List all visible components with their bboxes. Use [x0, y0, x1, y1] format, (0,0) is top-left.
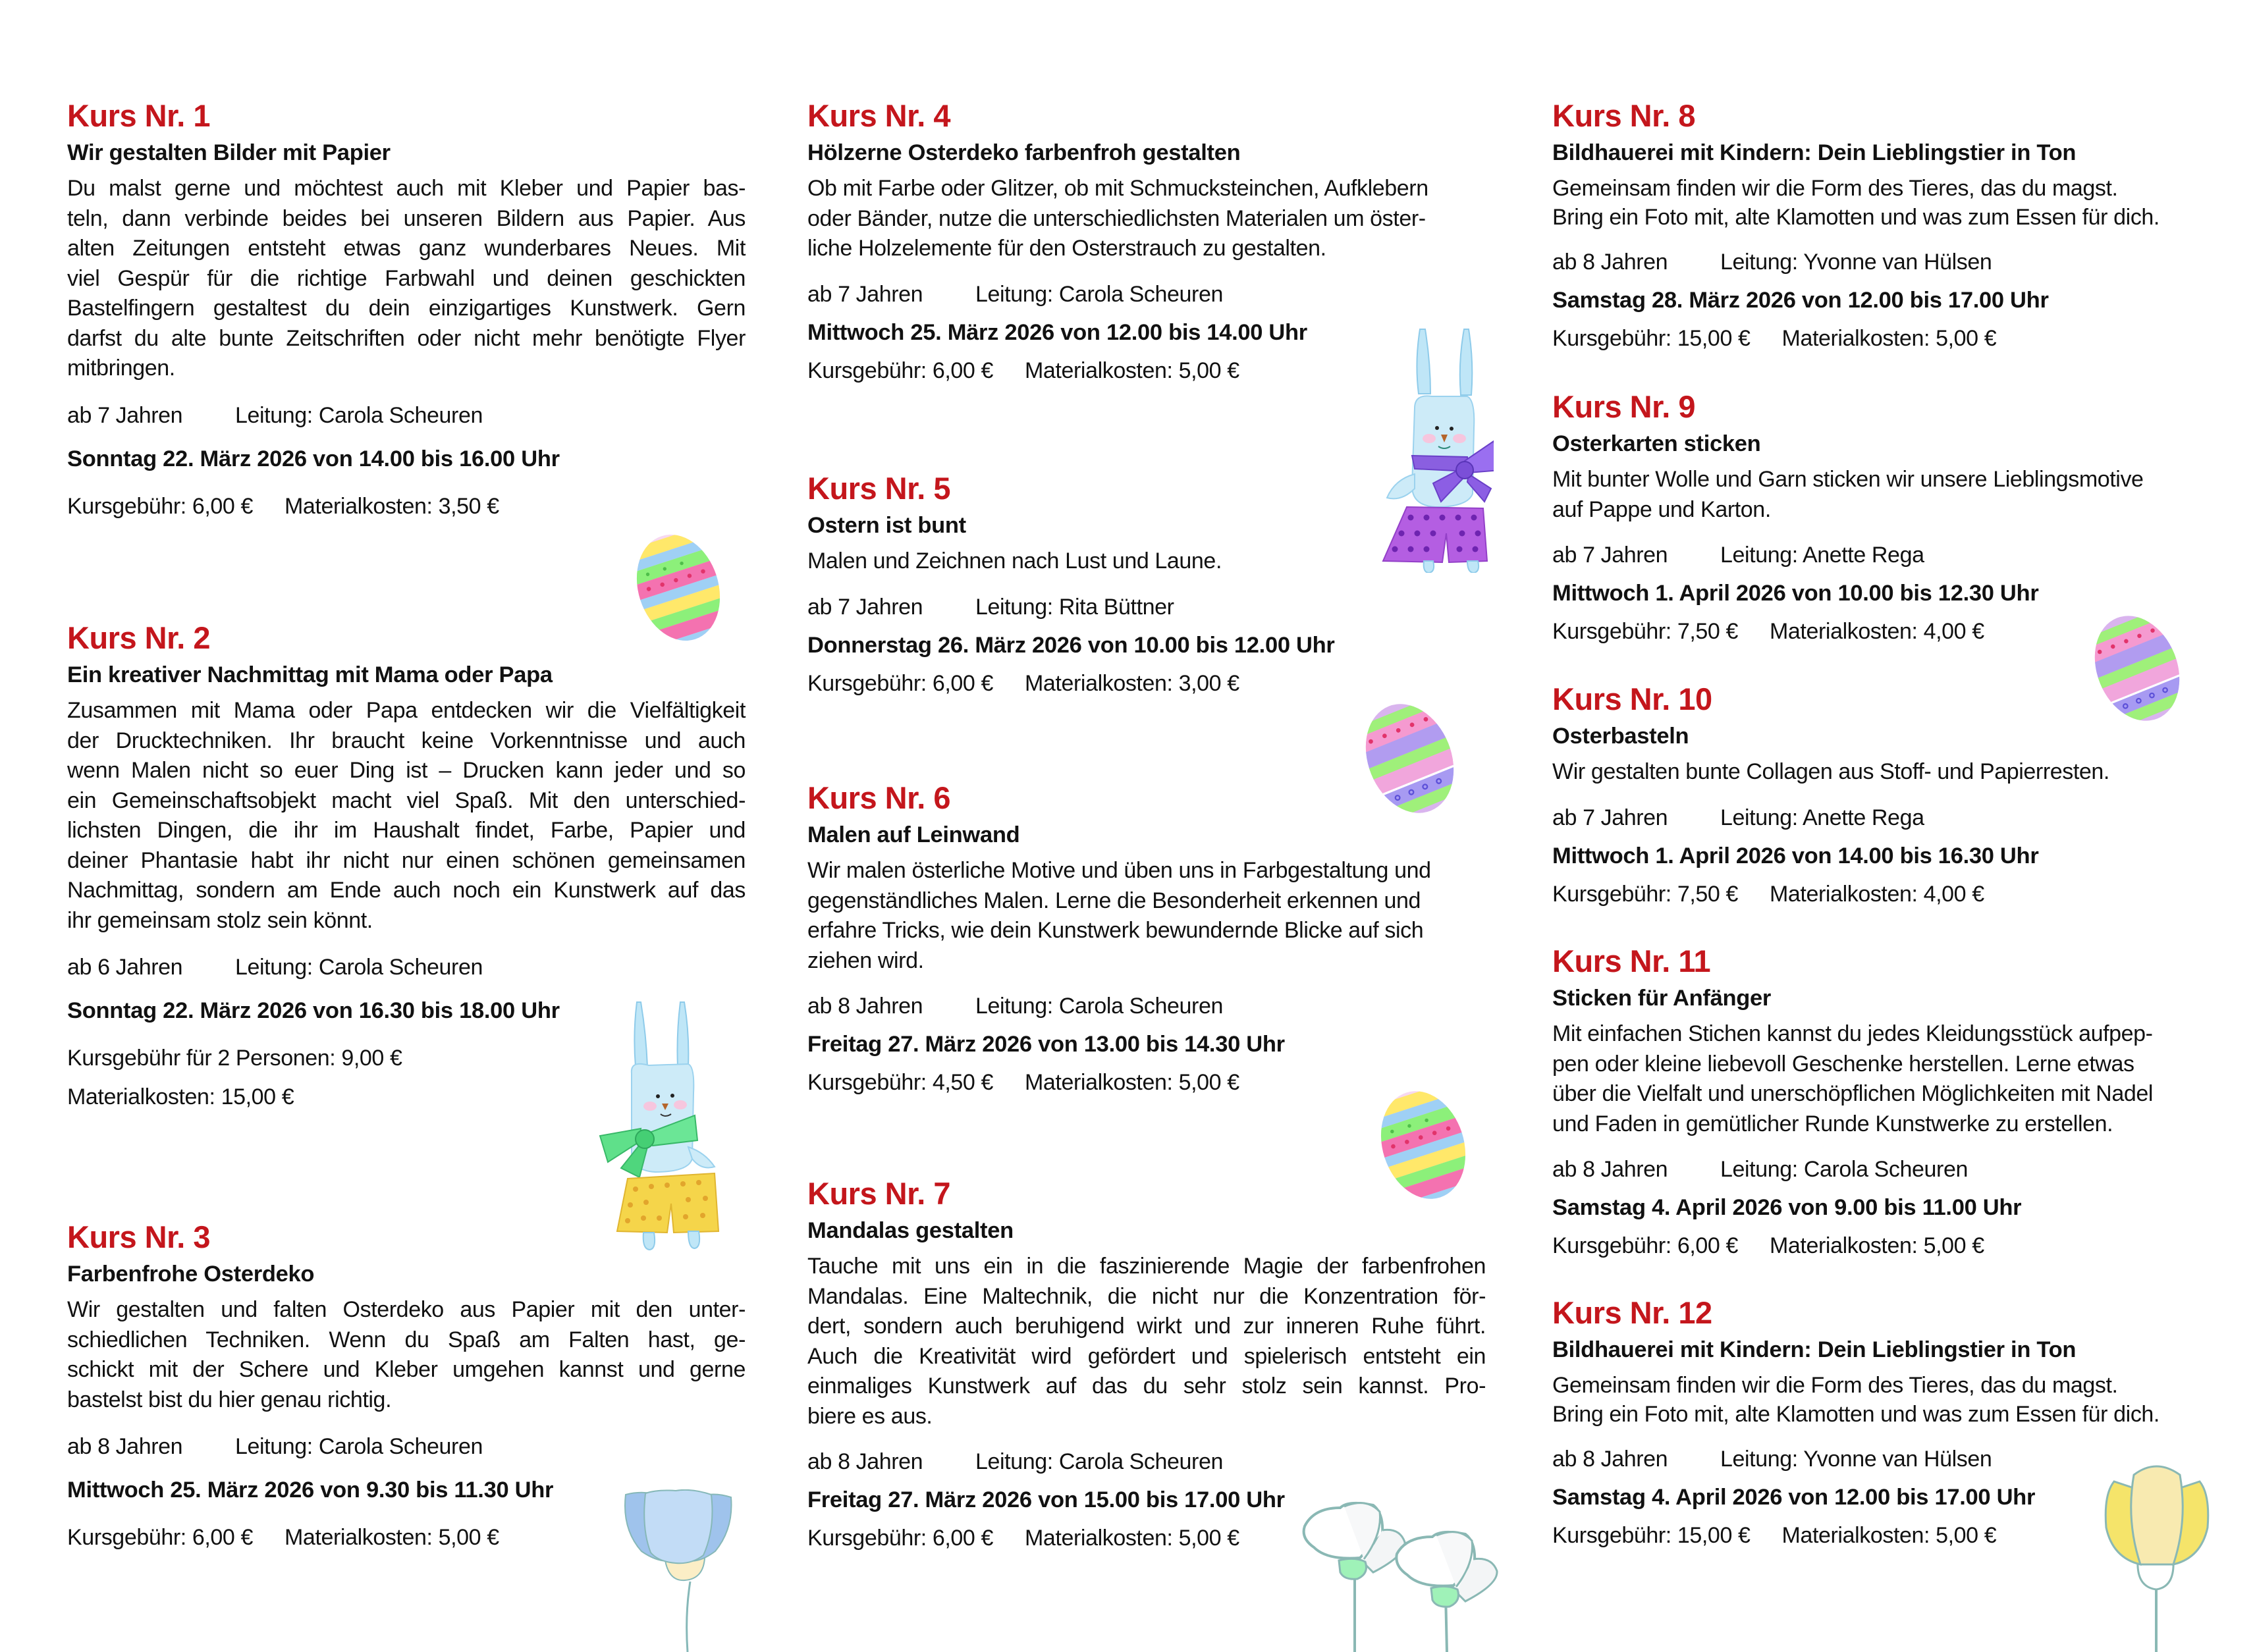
course-leader: Leitung: Yvonne van Hülsen [1720, 250, 1992, 275]
course-number: Kurs Nr. 11 [1552, 944, 1711, 978]
course-meta [807, 1447, 1486, 1476]
description-line: biere es aus. [807, 1403, 933, 1429]
course-card-6 [807, 780, 1486, 1097]
material-cost: Materialkosten: 5,00 € [285, 1525, 499, 1550]
material-cost: Materialkosten: 3,50 € [285, 493, 499, 519]
description-line: Mit einfachen Stichen kannst du jedes Kleidungsstück aufpep- [1552, 1021, 2153, 1046]
description-line: einmaliges Kunstwerk auf das du sehr stolz sein kannst. Pro- [807, 1373, 1486, 1399]
course-meta [1552, 541, 2231, 570]
course-card-8 [1552, 97, 2231, 353]
material-cost: Materialkosten: 5,00 € [1770, 1233, 1984, 1258]
course-title: Ostern ist bunt [807, 513, 966, 538]
course-leader: Leitung: Carola Scheuren [235, 955, 483, 980]
course-fee: Kursgebühr: 6,00 € [67, 1525, 253, 1550]
course-title: Bildhauerei mit Kindern: Dein Lieblingstier in Ton [1552, 1337, 2077, 1362]
course-leader: Leitung: Carola Scheuren [235, 1434, 483, 1459]
description-line: Ob mit Farbe oder Glitzer, ob mit Schmucksteinchen, Aufklebern [807, 176, 1428, 201]
course-description [1552, 465, 2231, 525]
course-title: Malen auf Leinwand [807, 822, 1020, 847]
course-leader: Leitung: Carola Scheuren [975, 994, 1223, 1019]
age-requirement: ab 8 Jahren [807, 1449, 923, 1474]
description-line: liche Holzelemente für den Osterstrauch zu gestalten. [807, 236, 1326, 261]
course-leader: Leitung: Carola Scheuren [975, 1449, 1223, 1474]
description-line: bastelst bist du hier genau richtig. [67, 1387, 392, 1412]
course-leader: Leitung: Yvonne van Hülsen [1720, 1447, 1992, 1472]
course-fee: Kursgebühr: 6,00 € [807, 1526, 993, 1551]
course-title: Hölzerne Osterdeko farbenfroh gestalten [807, 140, 1241, 165]
description-line: schickt mit der Schere und Kleber umgehen kannst und gerne [67, 1357, 746, 1382]
description-line: ihr gemeinsam stolz sein könnt. [67, 907, 373, 933]
description-line: dert, sondern auch beruhigend wirkt und zur inneren Ruhe führt. [807, 1314, 1486, 1339]
description-line: Gemeinsam finden wir die Form des Tieres, das du magst. [1552, 176, 2118, 201]
course-meta [1552, 803, 2231, 832]
description-line: pen oder kleine liebevoll Geschenke herstellen. Lerne etwas [1552, 1051, 2134, 1077]
course-title: Sticken für Anfänger [1552, 986, 1772, 1011]
course-date: Donnerstag 26. März 2026 von 10.00 bis 12.00 Uhr [807, 632, 1335, 658]
white-flowers-icon [1301, 1495, 1521, 1652]
course-description [807, 174, 1486, 264]
description-line: Zusammen mit Mama oder Papa entdecken wir die Vielfältigkeit [67, 698, 746, 723]
course-date: Mittwoch 1. April 2026 von 10.00 bis 12.30 Uhr [1552, 581, 2039, 606]
course-number: Kurs Nr. 6 [807, 780, 951, 815]
course-number: Kurs Nr. 5 [807, 471, 951, 506]
material-cost: Materialkosten: 4,00 € [1770, 619, 1984, 644]
easter-egg-icon [636, 530, 721, 645]
course-leader: Leitung: Anette Rega [1720, 543, 1924, 568]
course-date: Sonntag 22. März 2026 von 16.30 bis 18.00 Uhr [67, 998, 560, 1023]
material-cost: Materialkosten: 5,00 € [1781, 326, 1997, 351]
age-requirement: ab 7 Jahren [1552, 543, 1668, 568]
course-description [67, 174, 746, 384]
course-fee: Kursgebühr: 6,00 € [1552, 1233, 1738, 1258]
age-requirement: ab 7 Jahren [807, 594, 923, 620]
yellow-flower-icon [2101, 1462, 2213, 1652]
course-date: Samstag 4. April 2026 von 12.00 bis 17.00 Uhr [1552, 1485, 2036, 1510]
course-number: Kurs Nr. 4 [807, 98, 951, 133]
description-line: der Drucktechniken. Ihr braucht keine Vorkenntnisse und auch [67, 728, 746, 753]
description-line: deiner Phantasie habt ihr nicht nur einen schönen gemeinsamen [67, 847, 746, 873]
age-requirement: ab 8 Jahren [1552, 1447, 1668, 1472]
bunny-green-bow-icon [589, 994, 721, 1258]
course-description [1552, 1371, 2231, 1429]
course-date: Samstag 28. März 2026 von 12.00 bis 17.00 Uhr [1552, 288, 2049, 313]
course-meta [1552, 1155, 2231, 1184]
course-fees [807, 669, 1486, 698]
description-line: Mit bunter Wolle und Garn sticken wir unsere Lieblingsmotive [1552, 467, 2144, 492]
description-line: Nachmittag, sondern am Ende auch noch ein Kunstwerk auf das [67, 878, 746, 903]
course-number: Kurs Nr. 1 [67, 98, 211, 133]
description-line: Wir malen österliche Motive und üben uns in Farbgestaltung und [807, 858, 1431, 883]
course-description [1552, 757, 2231, 787]
description-line: schiedlichen Techniken. Wenn du Spaß am Falten hast, ge- [67, 1327, 746, 1352]
description-line: Bastelfingern gestaltest du dein einzigartiges Kunstwerk. Gern [67, 296, 746, 321]
description-line: erfahre Tricks, wie dein Kunstwerk bewundernde Blicke auf sich [807, 918, 1424, 943]
course-fee: Kursgebühr: 6,00 € [807, 670, 993, 696]
description-line: alten Zeitungen entsteht etwas ganz wunderbares Neues. Mit [67, 236, 746, 261]
course-date: Freitag 27. März 2026 von 13.00 bis 14.30 Uhr [807, 1032, 1285, 1057]
description-line: Gemeinsam finden wir die Form des Tieres, das du magst. [1552, 1373, 2118, 1398]
course-fee: Kursgebühr: 7,50 € [1552, 619, 1738, 644]
course-title: Osterbasteln [1552, 724, 1689, 749]
course-description [1552, 1019, 2231, 1139]
course-title: Wir gestalten Bilder mit Papier [67, 140, 391, 165]
course-meta [807, 593, 1486, 622]
description-line: ein Gemeinschaftsobjekt macht viel Spaß. Mit den unterschied- [67, 787, 746, 813]
course-number: Kurs Nr. 3 [67, 1219, 211, 1254]
description-line: Du malst gerne und möchtest auch mit Kleber und Papier bas- [67, 176, 746, 201]
course-title: Mandalas gestalten [807, 1218, 1014, 1243]
course-description [807, 856, 1486, 976]
course-date: Freitag 27. März 2026 von 15.00 bis 17.00 Uhr [807, 1487, 1285, 1512]
description-line: mitbringen. [67, 356, 175, 381]
course-description [1552, 174, 2231, 232]
course-fee: Kursgebühr: 15,00 € [1552, 1523, 1751, 1548]
course-date: Samstag 4. April 2026 von 9.00 bis 11.00 Uhr [1552, 1195, 2022, 1220]
course-fee: Kursgebühr für 2 Personen: 9,00 € [67, 1046, 402, 1071]
course-date: Sonntag 22. März 2026 von 14.00 bis 16.00 Uhr [67, 446, 560, 471]
description-line: über die Vielfalt und unerschöpflichen Möglichkeiten mit Nadel [1552, 1081, 2154, 1106]
course-card-11 [1552, 943, 2231, 1260]
easter-egg-icon [2094, 609, 2180, 728]
age-requirement: ab 8 Jahren [67, 1434, 183, 1459]
description-line: Malen und Zeichnen nach Lust und Laune. [807, 548, 1222, 573]
course-fees [1552, 324, 2231, 353]
blue-flower-icon [619, 1489, 738, 1652]
course-description [67, 1295, 746, 1415]
description-line: und Faden in gemütlicher Runde Kunstwerke zu erstellen. [1552, 1111, 2113, 1136]
age-requirement: ab 6 Jahren [67, 955, 183, 980]
description-line: lichsten Dingen, die ihr im Haushalt findet, Farbe, Papier und [67, 818, 746, 843]
course-title: Farbenfrohe Osterdeko [67, 1262, 315, 1287]
material-cost: Materialkosten: 4,00 € [1770, 881, 1984, 907]
description-line: Wir gestalten bunte Collagen aus Stoff- und Papierresten. [1552, 759, 2109, 784]
course-meta [807, 992, 1486, 1021]
course-fee: Kursgebühr: 6,00 € [807, 358, 993, 383]
course-fee: Kursgebühr: 15,00 € [1552, 326, 1751, 351]
course-card-9 [1552, 388, 2231, 646]
material-cost: Materialkosten: 5,00 € [1781, 1523, 1997, 1548]
course-title: Bildhauerei mit Kindern: Dein Lieblingstier in Ton [1552, 140, 2077, 165]
description-line: gegenständliches Malen. Lerne die Besonderheit erkennen und [807, 888, 1421, 913]
course-meta [1552, 248, 2231, 277]
description-line: oder Bänder, nutze die unterschiedlichsten Materialen um öster- [807, 205, 1426, 231]
description-line: Bring ein Foto mit, alte Klamotten und was zum Essen für dich. [1552, 205, 2160, 230]
description-line: ziehen wird. [807, 947, 924, 973]
course-number: Kurs Nr. 8 [1552, 98, 1696, 133]
description-line: auf Pappe und Karton. [1552, 496, 1771, 522]
course-date: Mittwoch 25. März 2026 von 9.30 bis 11.30 Uhr [67, 1478, 554, 1503]
course-title: Osterkarten sticken [1552, 431, 1761, 456]
course-meta [67, 1432, 746, 1461]
age-requirement: ab 7 Jahren [1552, 805, 1668, 830]
age-requirement: ab 8 Jahren [1552, 1157, 1668, 1182]
description-line: Tauche mit uns ein in die faszinierende Magie der farbenfrohen [807, 1254, 1486, 1279]
description-line: viel Gespür für die richtige Farbwahl und deinen geschickten [67, 265, 746, 291]
course-fee: Kursgebühr: 4,50 € [807, 1070, 993, 1095]
bunny-purple-bow-icon [1362, 316, 1494, 573]
course-fees [1552, 880, 2231, 909]
course-leader: Leitung: Rita Büttner [975, 594, 1174, 620]
course-number: Kurs Nr. 7 [807, 1176, 951, 1211]
description-line: Wir gestalten und falten Osterdeko aus Papier mit den unter- [67, 1297, 746, 1322]
material-cost: Materialkosten: 5,00 € [1025, 1070, 1239, 1095]
course-date: Mittwoch 1. April 2026 von 14.00 bis 16.30 Uhr [1552, 843, 2039, 868]
course-leader: Leitung: Carola Scheuren [1720, 1157, 1968, 1182]
age-requirement: ab 8 Jahren [807, 994, 923, 1019]
course-leader: Leitung: Carola Scheuren [235, 402, 483, 428]
course-number: Kurs Nr. 12 [1552, 1295, 1712, 1330]
course-leader: Leitung: Carola Scheuren [975, 281, 1223, 307]
description-line: Bring ein Foto mit, alte Klamotten und was zum Essen für dich. [1552, 1402, 2160, 1427]
course-title: Ein kreativer Nachmittag mit Mama oder Papa [67, 662, 553, 687]
easter-egg-icon [1380, 1086, 1467, 1204]
course-meta [67, 953, 746, 982]
course-number: Kurs Nr. 2 [67, 620, 211, 655]
material-cost: Materialkosten: 5,00 € [1025, 1526, 1239, 1551]
material-cost: Materialkosten: 3,00 € [1025, 670, 1239, 696]
age-requirement: ab 8 Jahren [1552, 250, 1668, 275]
age-requirement: ab 7 Jahren [67, 402, 183, 428]
course-description [807, 1252, 1486, 1431]
description-line: wenn Malen nicht so euer Ding ist – Drucken kann jeder und so [67, 758, 746, 783]
material-cost: Materialkosten: 5,00 € [1025, 358, 1239, 383]
material-cost: Materialkosten: 15,00 € [67, 1084, 294, 1109]
age-requirement: ab 7 Jahren [807, 281, 923, 307]
description-line: Mandalas. Eine Maltechnik, die nicht nur die Konzentration för- [807, 1283, 1486, 1309]
course-date: Mittwoch 25. März 2026 von 12.00 bis 14.00 Uhr [807, 319, 1307, 345]
course-description [67, 696, 746, 936]
course-leader: Leitung: Anette Rega [1720, 805, 1924, 830]
easter-egg-icon [1362, 699, 1457, 818]
description-line: darfst du alte bunte Zeitschriften oder nicht mehr benötigte Flyer [67, 325, 746, 351]
course-meta [807, 280, 1486, 309]
course-fee: Kursgebühr: 7,50 € [1552, 881, 1738, 907]
course-fees [67, 492, 746, 521]
course-meta [67, 401, 746, 430]
course-number: Kurs Nr. 9 [1552, 389, 1696, 424]
description-line: Auch die Kreativität wird gefördert und spielerisch entsteht ein [807, 1343, 1486, 1369]
course-fee: Kursgebühr: 6,00 € [67, 493, 253, 519]
course-card-1 [67, 97, 746, 521]
description-line: teln, dann verbinde beides bei unseren Bildern aus Papier. Aus [67, 205, 746, 231]
course-fees [1552, 1231, 2231, 1260]
course-number: Kurs Nr. 10 [1552, 681, 1712, 716]
